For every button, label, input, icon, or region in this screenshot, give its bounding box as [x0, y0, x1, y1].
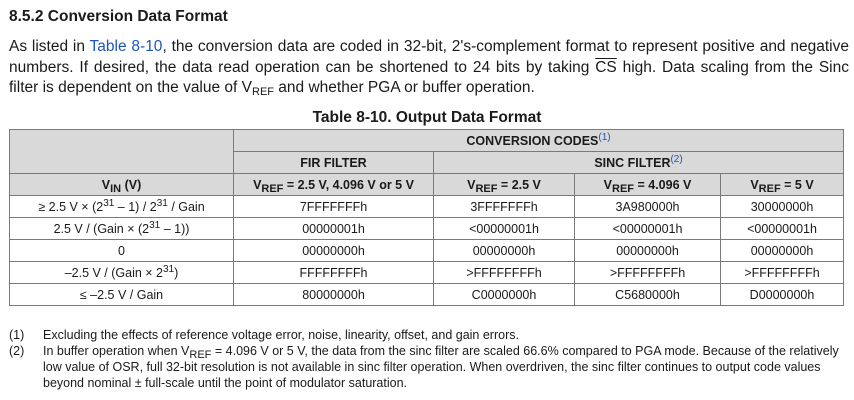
code-cell: >FFFFFFFFh: [575, 262, 721, 284]
vin-cell: ≥ 2.5 $V \times (2^{31} - 1) / 2^{31}$ / Gain: [10, 196, 234, 218]
code-cell: 00000000h: [721, 240, 844, 262]
vin-cell: 0: [10, 240, 234, 262]
body-paragraph: [9, 37, 849, 99]
para-text: and whether PGA or buffer operation.: [274, 79, 535, 96]
vin-cell: ≤ –2.5 V / Gain: [10, 284, 234, 306]
conversion-codes-header: [234, 130, 844, 152]
section-heading: [9, 8, 228, 26]
vin-cell: 2.5 V / (Gain × $(2^{31} - 1)$): [10, 218, 234, 240]
cs-signal: $\overline{CS}$: [595, 58, 617, 76]
code-cell: FFFFFFFFh: [234, 262, 434, 284]
blank-header-cell: [10, 130, 234, 174]
sinc-filter-label: SINC FILTER: [594, 155, 671, 170]
code-cell: 80000000h: [234, 284, 434, 306]
code-cell: C5680000h: [575, 284, 721, 306]
code-cell: 30000000h: [721, 196, 844, 218]
sinc-vref-header: $V_{REF} = 4.096$ V: [575, 174, 721, 196]
code-cell: >FFFFFFFFh: [721, 262, 844, 284]
header-row-group: [10, 130, 844, 152]
code-cell: 3FFFFFFFh: [434, 196, 575, 218]
para-text: , the conversion data are coded in 32-bit, 2's-complement format to represent positive and negative numbers. If desired, the data read operation can be shortened to 24 bits by taking: [9, 38, 849, 76]
footnotes: [9, 327, 845, 391]
code-cell: >FFFFFFFFh: [434, 262, 575, 284]
sinc-vref-header: $V_{REF} = 5$ V: [721, 174, 844, 196]
fir-vref-header: $V_{REF} = 2.5$ V, 4.096 V or 5 V: [234, 174, 434, 196]
vin-header: $V_{IN}$ (V): [10, 174, 234, 196]
conversion-codes-label: CONVERSION CODES: [466, 133, 599, 148]
fir-filter-header: FIR FILTER: [234, 152, 434, 174]
code-cell: C0000000h: [434, 284, 575, 306]
code-cell: <00000001h: [434, 218, 575, 240]
table-caption: Table 8-10. Output Data Format: [312, 109, 542, 126]
section-number: 8.5.2: [9, 8, 44, 25]
para-text: high. Data scaling from the Sinc filter is dependent on the value of V: [9, 58, 849, 96]
footnote-number: (1): [9, 328, 25, 342]
footnote-ref-2[interactable]: (2): [670, 153, 683, 165]
vref-subscript: REF: [252, 86, 274, 98]
code-cell: 00000000h: [575, 240, 721, 262]
table-row: [10, 262, 844, 284]
table-row: [10, 196, 844, 218]
table-link[interactable]: Table 8-10: [89, 38, 163, 55]
table-row: [10, 240, 844, 262]
footnote-text: Excluding the effects of reference voltage error, noise, linearity, offset, and gain errors.: [43, 328, 519, 342]
code-cell: 00000000h: [434, 240, 575, 262]
table-row: [10, 218, 844, 240]
footnote-text: In buffer operation when $V_{REF} = 4.096$ V or 5 V, the data from the sinc filter are scaled 66.6% compared to PGA mode. Because of the relatively low value of OSR, full 32-bit resolution is not available in sinc filter operation. When overdriven, the sinc filter continues to output code values beyond nominal ± full-scale until the point of modulator saturation.: [43, 344, 839, 390]
footnote-2: [9, 343, 845, 391]
code-cell: 3A980000h: [575, 196, 721, 218]
sinc-filter-header: [434, 152, 844, 174]
footnote-1: [9, 327, 845, 343]
vin-cell: –2.5 V / (Gain × $2^{31}$): [10, 262, 234, 284]
section-title: Conversion Data Format: [47, 8, 228, 25]
code-cell: 7FFFFFFFh: [234, 196, 434, 218]
header-row-vref: [10, 174, 844, 196]
code-cell: 00000001h: [234, 218, 434, 240]
footnote-number: (2): [9, 344, 25, 358]
output-data-format-table: [9, 129, 844, 306]
code-cell: D0000000h: [721, 284, 844, 306]
sinc-vref-header: $V_{REF} = 2.5$ V: [434, 174, 575, 196]
code-cell: <00000001h: [575, 218, 721, 240]
code-cell: 00000000h: [234, 240, 434, 262]
para-text: As listed in: [9, 38, 90, 55]
footnote-ref-1[interactable]: (1): [598, 131, 611, 143]
table-row: [10, 284, 844, 306]
code-cell: <00000001h: [721, 218, 844, 240]
